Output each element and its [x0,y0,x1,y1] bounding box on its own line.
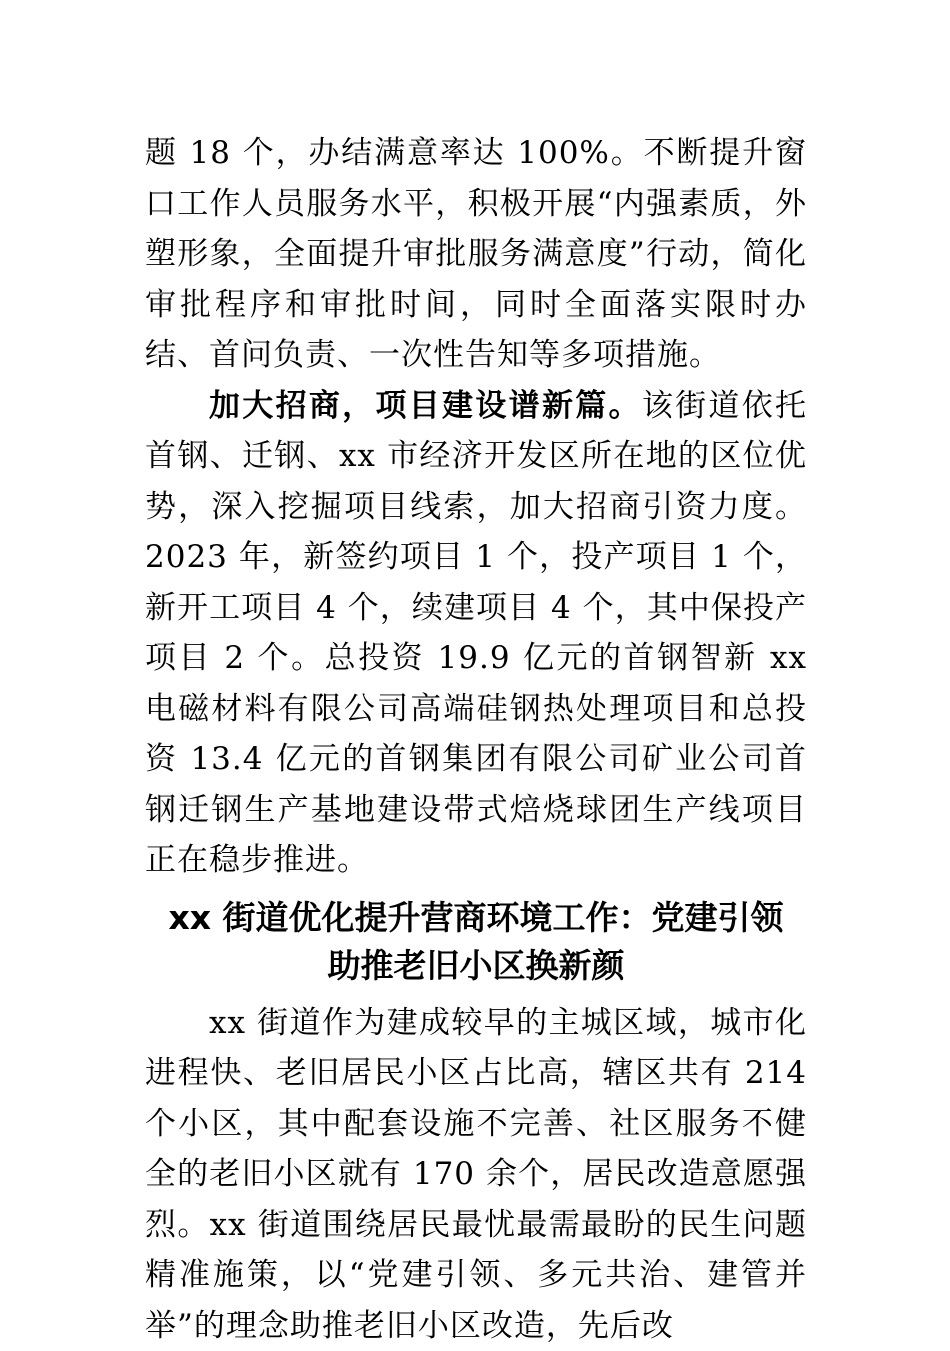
paragraph-lead: 加大招商，项目建设谱新篇。 [209,388,642,424]
paragraph-service: 题 18 个，办结满意率达 100%。不断提升窗口工作人员服务水平，积极开展“内强素质，外塑形象，全面提升审批服务满意度”行动，简化审批程序和审批时间，同时全面落实限时办结、首问负责、一次性告知等多项措施。 [145,128,807,381]
document-page [145,128,807,1351]
paragraph-community: xx 街道作为建成较早的主城区域，城市化进程快、老旧居民小区占比高，辖区共有 214 个小区，其中配套设施不完善、社区服务不健全的老旧小区就有 170 余个，居民改造意愿强烈。xx 街道围绕居民最忧最需最盼的民生问题精准施策，以“党建引领、多元共治、建管并举”的理念助推老旧小区改造，先后改 [145,998,807,1351]
section-heading-line1: xx 街道优化提升营商环境工作：党建引领 [145,894,807,942]
paragraph-investment-text: 该街道依托首钢、迁钢、xx 市经济开发区所在地的区位优势，深入挖掘项目线索，加大招商引资力度。2023 年，新签约项目 1 个，投产项目 1 个，新开工项目 4 个，续建项目 4 个，其中保投产项目 2 个。总投资 19.9 亿元的首钢智新 xx 电磁材料有限公司高端硅钢热处理项目和总投资 13.4 亿元的首钢集团有限公司矿业公司首钢迁钢生产基地建设带式焙烧球团生产线项目正在稳步推进。 [145,388,807,879]
section-heading [145,894,807,990]
paragraph-investment [145,381,807,886]
section-heading-line2: 助推老旧小区换新颜 [145,942,807,990]
